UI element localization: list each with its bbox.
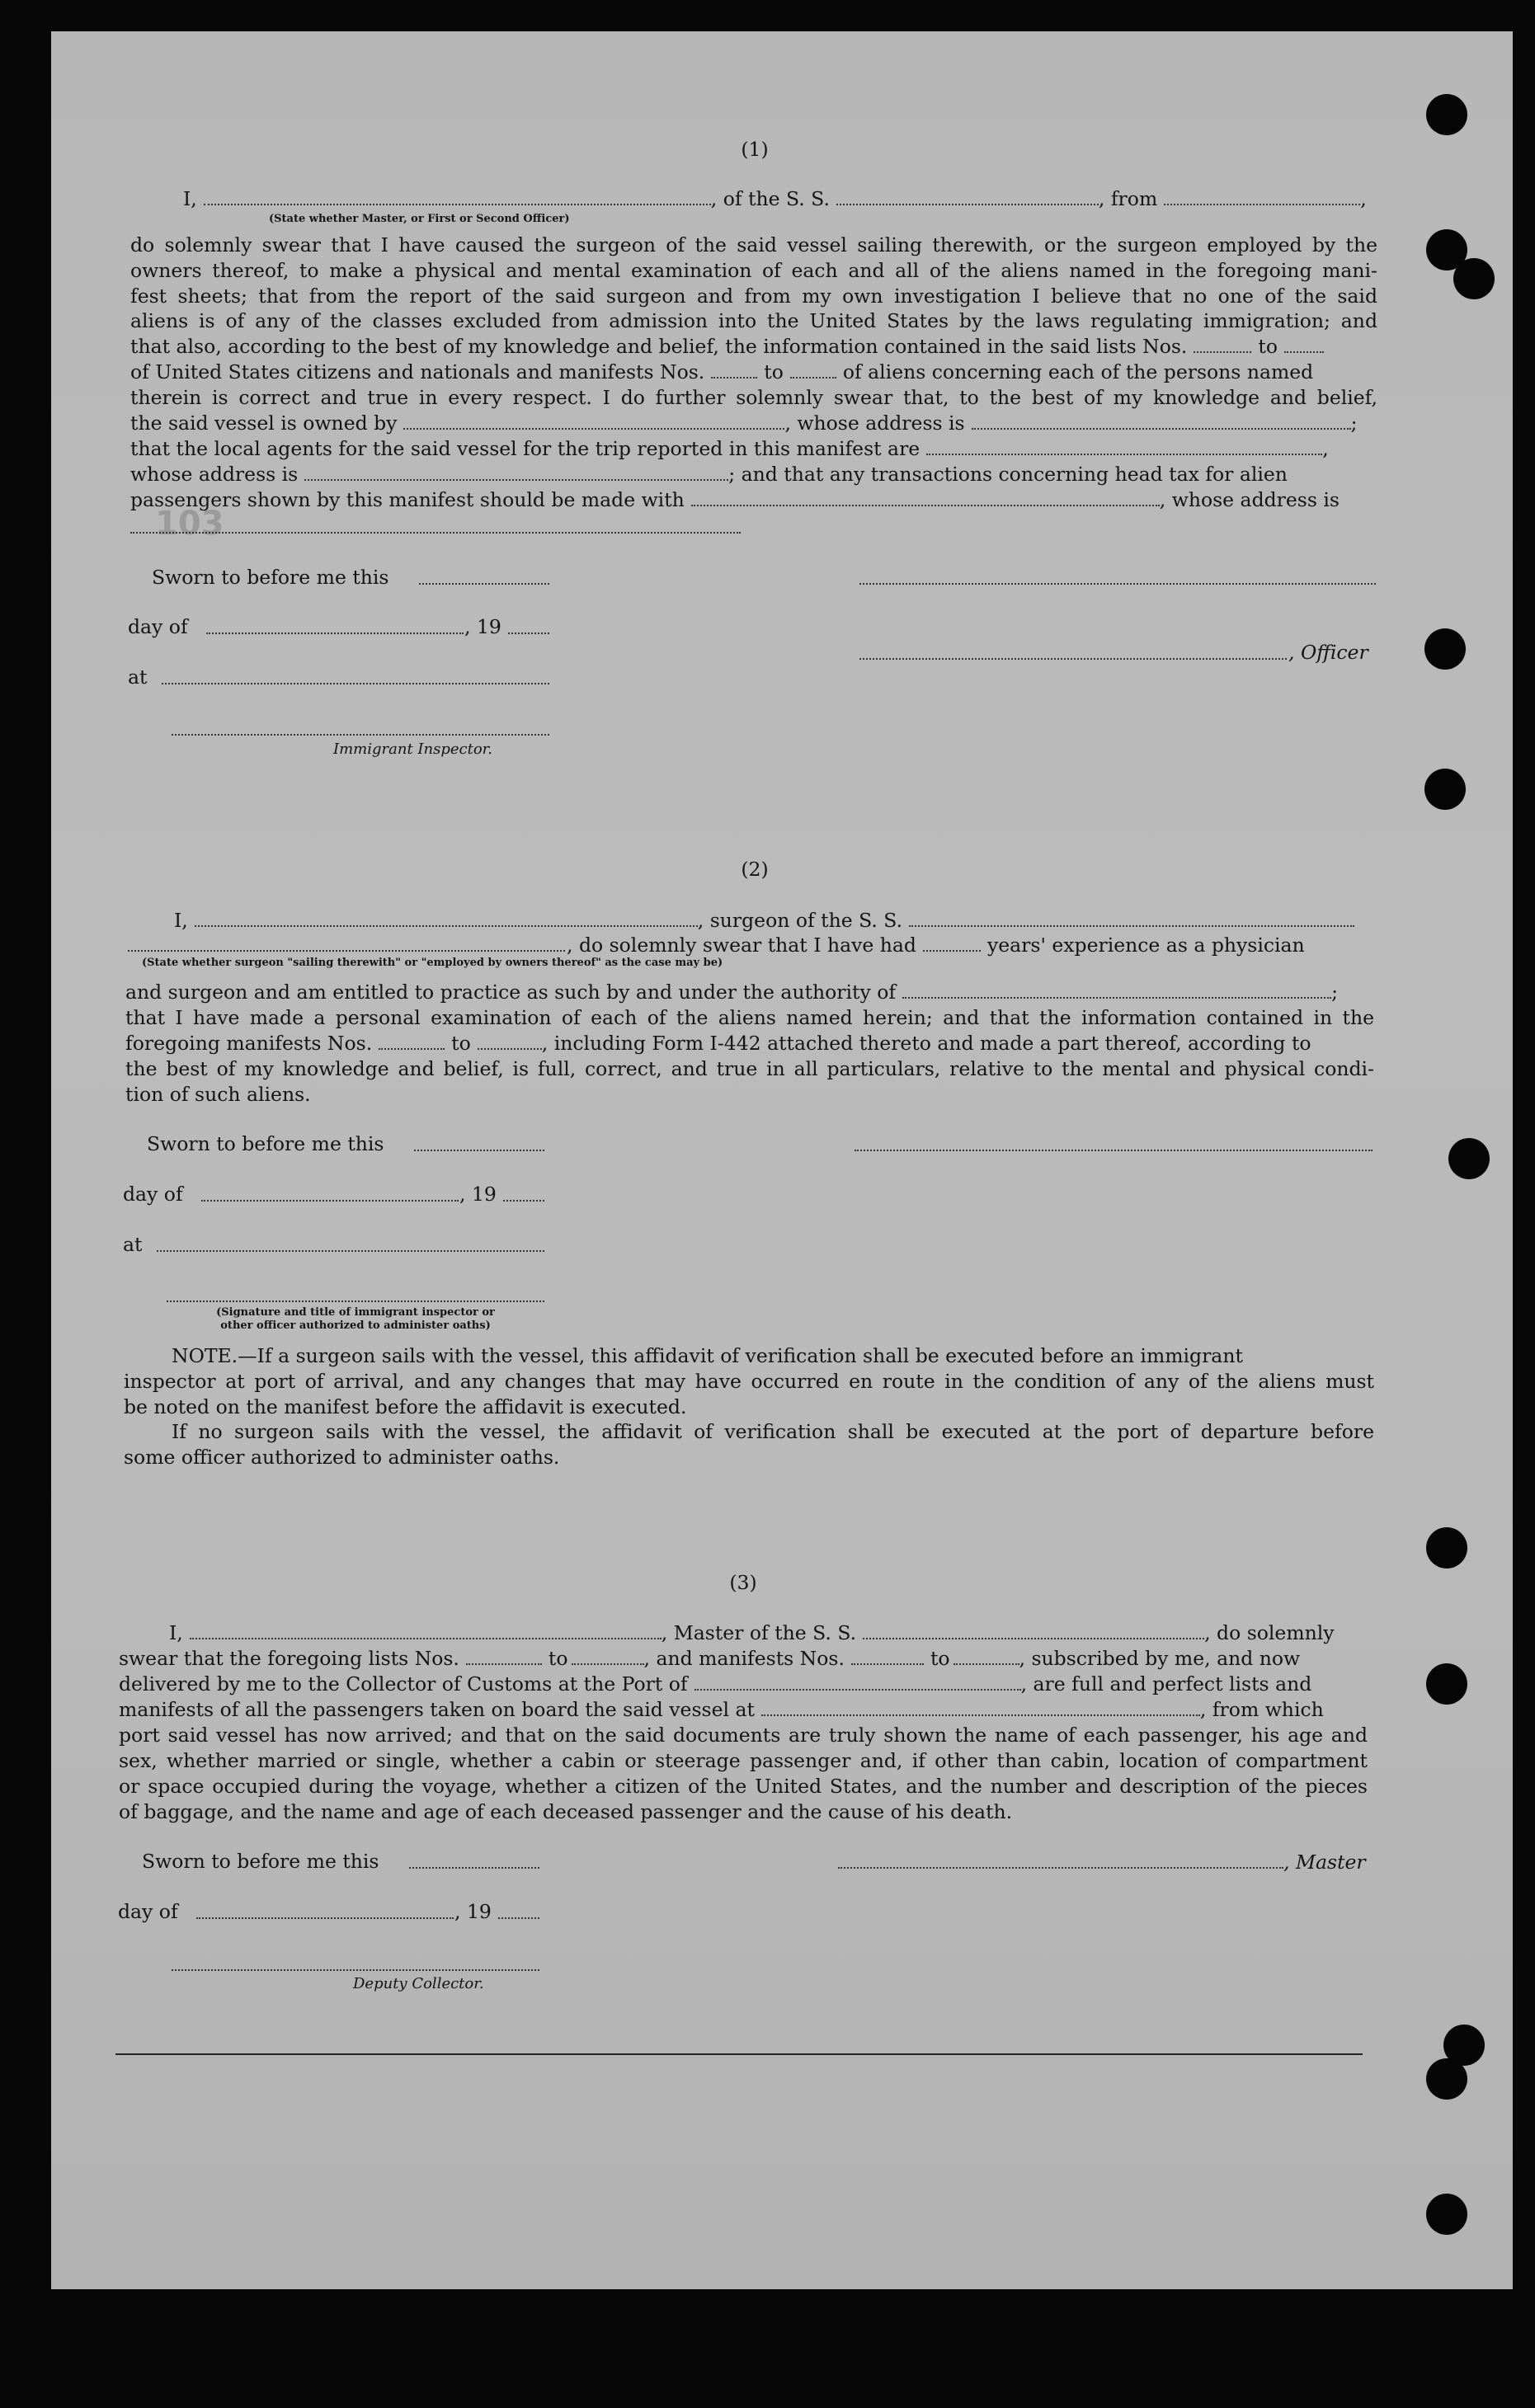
master-paragraph-line: manifests of all the passengers taken on board the said vessel at , from which bbox=[119, 1698, 1324, 1721]
binder-hole bbox=[1453, 258, 1495, 299]
surgeon-paragraph-line: and surgeon and am entitled to practice as such by and under the authority of ; bbox=[125, 981, 1339, 1004]
at-label: at bbox=[128, 665, 148, 689]
master-paragraph-line: or space occupied during the voyage, whether a citizen of the United States, and the number and description of the pieces bbox=[119, 1775, 1368, 1798]
surgeon-paragraph-line: the best of my knowledge and belief, is full, correct, and true in all particulars, relative to the mental and physical condi- bbox=[125, 1057, 1374, 1080]
master-paragraph-line: swear that the foregoing lists Nos. to , and manifests Nos. to , subscribed by me, and now bbox=[119, 1647, 1301, 1670]
bottom-divider bbox=[115, 2053, 1363, 2055]
section-1-number: (1) bbox=[741, 138, 769, 161]
surgeon-signature-blank[interactable] bbox=[855, 1150, 1373, 1151]
surgeon-paragraph-line: tion of such aliens. bbox=[125, 1083, 311, 1106]
oath-paragraph-line: the said vessel is owned by , whose address is ; bbox=[130, 412, 1358, 435]
sworn-date-blank[interactable] bbox=[409, 1867, 539, 1869]
sworn-label: Sworn to before me this bbox=[152, 566, 389, 589]
day-blank[interactable] bbox=[196, 1917, 454, 1919]
surgeon-note: (State whether surgeon "sailing therewith" or "employed by owners thereof" as the case may be) bbox=[142, 957, 723, 969]
master-paragraph-line: delivered by me to the Collector of Customs at the Port of , are full and perfect lists and bbox=[119, 1672, 1312, 1695]
oath-paragraph-line: of United States citizens and nationals and manifests Nos. to of aliens concerning each of the persons named bbox=[130, 360, 1314, 383]
note-paragraph-line: some officer authorized to administer oaths. bbox=[124, 1446, 560, 1469]
oath-paragraph-line: owners thereof, to make a physical and mental examination of each and all of the aliens named in the foregoing mani- bbox=[130, 259, 1377, 282]
binder-hole bbox=[1424, 628, 1466, 670]
surgeon-paragraph-line: foregoing manifests Nos. to , including Form I-442 attached thereto and made a part thereof, according to bbox=[125, 1032, 1311, 1055]
day-blank[interactable] bbox=[201, 1200, 459, 1202]
oath-paragraph-line: whose address is ; and that any transactions concerning head tax for alien bbox=[130, 463, 1288, 486]
at-blank[interactable] bbox=[162, 683, 549, 684]
year-label: , 19 bbox=[454, 1900, 492, 1923]
year-blank[interactable] bbox=[498, 1917, 539, 1919]
day-of-label: day of bbox=[118, 1900, 178, 1923]
section-2-number: (2) bbox=[741, 858, 769, 881]
master-signature-blank[interactable] bbox=[838, 1867, 1283, 1869]
oath-paragraph-line: fest sheets; that from the report of the said surgeon and from my own investigation I believe that no one of the said bbox=[130, 285, 1377, 308]
master-first-line: I, , Master of the S. S. , do solemnly bbox=[169, 1621, 1335, 1644]
note-paragraph-line: NOTE.—If a surgeon sails with the vessel, this affidavit of verification shall be executed before an immigrant bbox=[172, 1344, 1243, 1367]
master-paragraph-line: sex, whether married or single, whether a cabin or steerage passenger and, if other than cabin, location of compartment bbox=[119, 1749, 1368, 1772]
sworn-label: Sworn to before me this bbox=[142, 1850, 379, 1873]
sworn-label: Sworn to before me this bbox=[147, 1132, 384, 1155]
master-paragraph-line: of baggage, and the name and age of each deceased passenger and the cause of his death. bbox=[119, 1800, 1013, 1823]
inspector-signature-blank[interactable] bbox=[167, 1300, 544, 1302]
address-blank[interactable] bbox=[130, 532, 741, 534]
officer-label: , Officer bbox=[1288, 641, 1368, 664]
signature-caption: other officer authorized to administer oaths) bbox=[220, 1319, 491, 1332]
oath-paragraph-line: passengers shown by this manifest should be made with , whose address is bbox=[130, 488, 1340, 511]
officer-signature-blank[interactable] bbox=[859, 583, 1376, 585]
year-blank[interactable] bbox=[503, 1200, 544, 1202]
oath-paragraph-line: that also, according to the best of my knowledge and belief, the information contained in the said lists Nos. to bbox=[130, 334, 1324, 359]
surgeon-paragraph-line: that I have made a personal examination of each of the aliens named herein; and that the information contained in the bbox=[125, 1006, 1374, 1029]
day-of-label: day of bbox=[123, 1183, 183, 1206]
deputy-collector-label: Deputy Collector. bbox=[353, 1975, 484, 1992]
binder-hole bbox=[1424, 769, 1466, 810]
faint-stamp-number: 103 bbox=[155, 505, 224, 543]
surgeon-first-line: I, , surgeon of the S. S. bbox=[174, 908, 1354, 933]
signature-caption: (Signature and title of immigrant inspector or bbox=[216, 1306, 495, 1319]
oath-paragraph-line: do solemnly swear that I have caused the surgeon of the said vessel sailing therewith, or the surgeon employed by the bbox=[130, 233, 1377, 256]
note-paragraph-line: inspector at port of arrival, and any changes that may have occurred en route in the condition of any of the aliens must bbox=[124, 1370, 1374, 1393]
note-paragraph-line: be noted on the manifest before the affidavit is executed. bbox=[124, 1395, 687, 1418]
officer-note: (State whether Master, or First or Second Officer) bbox=[269, 213, 570, 225]
year-label: , 19 bbox=[459, 1183, 497, 1206]
oath-paragraph-line: that the local agents for the said vessel for the trip reported in this manifest are , bbox=[130, 437, 1329, 460]
sworn-date-blank[interactable] bbox=[414, 1150, 544, 1151]
binder-hole bbox=[1426, 1527, 1467, 1568]
section-1-first-line: I, , of the S. S. , from , bbox=[183, 187, 1367, 210]
year-blank[interactable] bbox=[508, 633, 549, 634]
binder-hole bbox=[1448, 1138, 1490, 1179]
inspector-signature-blank[interactable] bbox=[172, 734, 549, 736]
day-blank[interactable] bbox=[206, 633, 464, 634]
immigrant-inspector-label: Immigrant Inspector. bbox=[333, 741, 493, 758]
oath-paragraph-line: therein is correct and true in every respect. I do further solemnly swear that, to the best of my knowledge and belief, bbox=[130, 386, 1377, 409]
master-paragraph-line: port said vessel has now arrived; and that on the said documents are truly shown the name of each passenger, his age and bbox=[119, 1724, 1368, 1747]
year-label: , 19 bbox=[464, 615, 501, 638]
at-label: at bbox=[123, 1233, 143, 1256]
binder-hole bbox=[1426, 2194, 1467, 2235]
officer-title-blank[interactable] bbox=[859, 658, 1287, 660]
section-3-number: (3) bbox=[729, 1571, 757, 1594]
master-label: , Master bbox=[1283, 1851, 1366, 1874]
sworn-date-blank[interactable] bbox=[419, 583, 549, 585]
oath-paragraph-line: aliens is of any of the classes excluded from admission into the United States by the laws regulating immigration; and bbox=[130, 309, 1377, 332]
surgeon-second-line: , do solemnly swear that I have had years' experience as a physician bbox=[128, 933, 1305, 957]
note-paragraph-line: If no surgeon sails with the vessel, the affidavit of verification shall be executed at the port of departure before bbox=[172, 1420, 1374, 1443]
binder-hole bbox=[1426, 2058, 1467, 2100]
binder-hole bbox=[1426, 94, 1467, 135]
binder-hole bbox=[1426, 1663, 1467, 1705]
day-of-label: day of bbox=[128, 615, 188, 638]
collector-signature-blank[interactable] bbox=[172, 1969, 539, 1971]
at-blank[interactable] bbox=[157, 1250, 544, 1252]
